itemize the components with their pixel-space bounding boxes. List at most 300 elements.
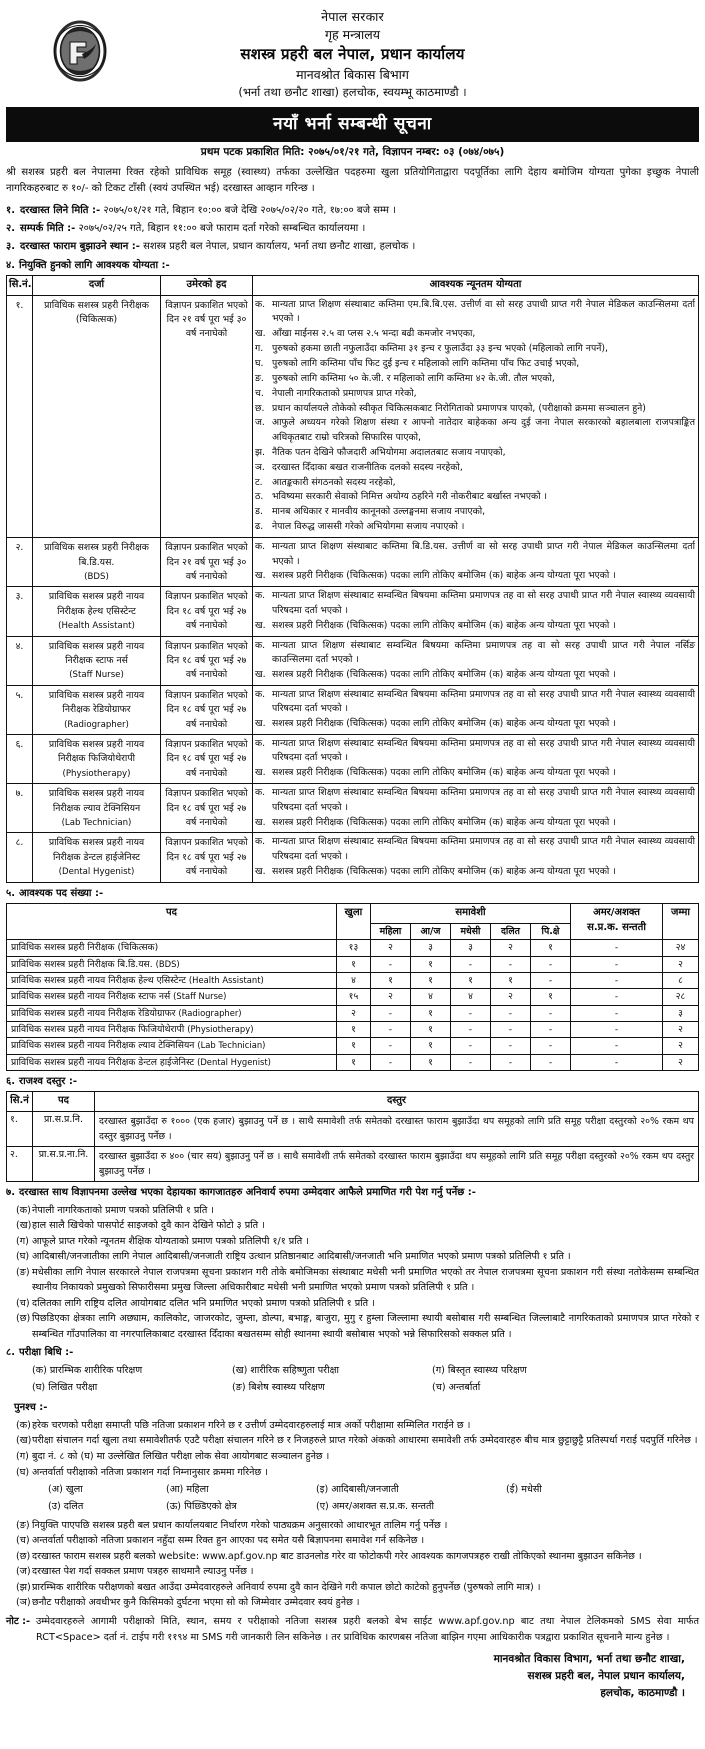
qual-requirement-item — [255, 766, 695, 780]
fee-serial: २. — [7, 1147, 33, 1182]
qual-item-label: ङ. — [255, 372, 264, 384]
seats-open: १ — [336, 1021, 370, 1037]
seats-madhesi: - — [450, 1054, 490, 1070]
qual-item-text: मान्यता प्राप्त शिक्षण संस्थाबाट सम्वन्धित बिषयमा कम्तिमा प्रमाणपत्र तह वा सो सरह उपाधी प्राप्त गरी नेपाल स्वास्थ्य व्यवसायी परिषदमा दर्ता भएको । — [272, 590, 695, 616]
seats-madhesi: - — [450, 1005, 490, 1021]
qual-age-limit: विज्ञापन प्रकाशित भएको दिन १८ वर्ष पूरा भई २७ वर्ष ननाघेको — [161, 833, 253, 882]
seats-row — [7, 989, 699, 1005]
post-name-np: प्राविधिक सशस्त्र प्रहरी नायव निरीक्षक फिजियोथेरापी — [48, 739, 145, 765]
list-item-text: प्रारम्भिक शारीरिक परीक्षणको बखत आउँदा उम्मेदवारहरुले अनिवार्य रुपमा दुवै कान देखिने गरी कपाल छोटो काटेको हुनुपर्नेछ (पुरुषको लागि मात्र) । — [32, 1581, 541, 1593]
seats-post-en: (Dental Hygenist) — [197, 1056, 271, 1067]
top-item-label: दरखास्त लिने मिति :- — [20, 204, 101, 216]
section-4-heading — [6, 259, 699, 274]
seats-post-np: प्राविधिक सशस्त्र प्रहरी नायव निरीक्षक ल्याव टेक्निसियन — [11, 1040, 198, 1052]
notice-title-bar: नयाँ भर्ना सम्बन्धी सूचना — [6, 107, 699, 143]
qual-age-limit: विज्ञापन प्रकाशित भएको दिन १८ वर्ष पूरा भई २७ वर्ष ननाघेको — [161, 735, 253, 784]
seats-aaja: ३ — [410, 940, 450, 956]
seats-open: १५ — [336, 989, 370, 1005]
postscript-item — [6, 1564, 699, 1580]
list-item-text: आफूले प्राप्त गरेको न्यूनतम शैक्षिक योग्यताको प्रमाण पत्रको प्रतिलिपी १/१ प्रति । — [32, 1235, 309, 1247]
qual-item-text: नेपाल विरुद्ध जाससी गरेको अभियोगमा सजाय नपाएको । — [272, 521, 465, 533]
post-name-en: (Physiotherapy) — [62, 768, 131, 779]
seats-post-name — [7, 956, 337, 972]
postscript-item — [6, 1418, 699, 1434]
document-item — [6, 1265, 699, 1296]
seats-col-madhesi: मधेसी — [450, 923, 490, 939]
seats-post-en: (Lab Technician) — [197, 1040, 266, 1051]
exam-method-item: (क) प्रारम्भिक शारीरिक परिक्षण — [32, 1364, 143, 1376]
seats-pikshe: - — [530, 956, 570, 972]
qual-serial: २. — [7, 538, 33, 587]
qual-item-label: ख. — [255, 816, 266, 828]
qual-item-label: ख. — [255, 865, 266, 877]
list-item-label: (ग) — [16, 1235, 29, 1247]
qual-serial: ३. — [7, 587, 33, 636]
qual-item-text: पुरुषको हकमा छाती नफुलाउँदा कम्तिमा ३१ इन्च र फुलाउँदा ३३ इन्च भएको (महिलाको लागि नपर्ने), — [272, 342, 608, 354]
qual-requirements — [253, 784, 699, 833]
seats-mahila: - — [370, 956, 410, 972]
col-qualification: आवश्यक न्यूनतम योग्यता — [253, 276, 699, 296]
list-item-text: हरेक चरणको परीक्षा समाप्ती पछि नतिजा प्रकाशन गरिने छ र उत्तीर्ण उम्मेदवारहरुलाई मात्र अर्को परीक्षामा सम्मिलित गराईने छ । — [32, 1419, 471, 1431]
qual-item-label: झ. — [255, 446, 265, 458]
qual-item-label: क. — [255, 836, 266, 848]
header-government: नेपाल सरकार — [321, 9, 384, 24]
list-item-text: मधेसीका लागि नेपाल सरकारले नेपाल राजपत्रमा सूचना प्रकाशन गरी तोके बमोजिमका संस्थाबाट मधेसी भनी प्रमाणित भएको तर नेपाल राजपत्रमा सूचना प्रकाशन गरी संस्था नतोकेसम्म सम्बन्धित स्थानीय निकायको प्रमुखको सिफारीसमा प्रमुख जिल्ला अधिकारीबाट मधेसी भनी प्रमाणित भएको प्रमाण पत्रको प्रतिलिपी १ प्रति । — [32, 1266, 699, 1294]
qual-post-name — [33, 538, 161, 587]
exam-method-item: (ख) शारीरिक सहिष्णुता परीक्षा — [232, 1364, 339, 1376]
list-item-label: (च) — [16, 1297, 30, 1309]
qual-item-text: मान्यता प्राप्त शिक्षण संस्थाबाट सम्वन्धित बिषयमा कम्तिमा प्रमाणपत्र तह वा सो सरह उपाधी प्राप्त गरी नेपाल स्वास्थ्य व्यवसायी परिषदमा दर्ता भएको । — [272, 688, 695, 715]
seats-dalit: - — [490, 1038, 530, 1054]
seats-mahila: - — [370, 1054, 410, 1070]
seats-martyr: - — [571, 956, 663, 972]
list-item-label: (छ) — [16, 1550, 31, 1562]
top-item — [6, 202, 699, 219]
qual-requirement-item — [255, 446, 695, 460]
qual-item-text: सशस्त्र प्रहरी निरीक्षक (चिकित्सक) पदका लागि तोकिए बमोजिम (क) बाहेक अन्य योग्यता पूरा भएको । — [272, 767, 616, 779]
seats-row — [7, 1038, 699, 1054]
seats-total: २४ — [663, 940, 699, 956]
priority-item: (ए) अमर/अशक्त स.प्र.क. सन्तती — [316, 1500, 434, 1512]
qual-item-label: ख. — [255, 327, 266, 339]
qual-age-limit: विज्ञापन प्रकाशित भएको दिन १८ वर्ष पूरा भई २७ वर्ष ननाघेको — [161, 636, 253, 685]
document-item — [6, 1296, 699, 1312]
list-item-text: छनौट परीक्षाको अवधीभर कुनै किसिमको दुर्घटना भएमा सो को जिम्मेवार उम्मेदवार स्वयं हुनेछ । — [32, 1597, 360, 1609]
fee-col-serial: सि.नं — [7, 1092, 33, 1112]
qual-requirement-item — [255, 402, 695, 416]
post-name-en: (Lab Technician) — [61, 818, 132, 829]
seats-pikshe: - — [530, 1021, 570, 1037]
seats-total: २८ — [663, 989, 699, 1005]
seats-aaja: १ — [410, 956, 450, 972]
seats-dalit: - — [490, 1005, 530, 1021]
postscript-list — [6, 1418, 699, 1480]
section-7-number: ७. — [6, 1187, 15, 1199]
qual-item-label: ज. — [255, 417, 265, 429]
postscript-item — [6, 1518, 699, 1534]
list-item-label: (ख) — [16, 1435, 32, 1447]
seats-row — [7, 972, 699, 988]
post-name-sub: (चिकित्सक) — [75, 314, 118, 326]
section-5-heading — [6, 887, 699, 902]
seats-open: १३ — [336, 940, 370, 956]
fee-amount-text: दरखास्त बुझाउँदा रु १००० (एक हजार) बुझाउनु पर्ने छ । साथै समावेशी तर्फ समेतको दरखास्त फाराम बुझाउँदा थप समूहको लागि प्रति समूह परीक्षा दस्तुरको २०% रकम थप दस्तुर बुझाउनु पर्नेछ । — [95, 1111, 699, 1146]
seats-total: २ — [663, 1021, 699, 1037]
top-items-list — [6, 202, 699, 255]
col-age: उमेरको हद — [161, 276, 253, 296]
qual-item-text: मान्यता प्राप्त शिक्षण संस्थाबाट कम्तिमा बि.डि.यस. उत्तीर्ण वा सो सरह उपाधी प्राप्त गरी नेपाल मेडिकल काउन्सिलमा दर्ता भएको । — [272, 541, 695, 567]
seats-pikshe: - — [530, 1054, 570, 1070]
section-5-text: आवश्यक पद संख्या :- — [19, 887, 104, 899]
note-text: उम्मेदवारहरुले आगामी परीक्षाको मिति, स्थान, समय र परीक्षाको नतिजा सशस्त्र प्रहरी बलको बेभ साईट www.apf.gov.np बाट तथा नेपाल टेलिकमको SMS सेवा मार्फत RCT<Space> दर्ता नं. टाईप गरी ११९४ मा SMS गरी जानकारी लिन सकिनेछ । तर प्राविधिक कारणबस नतिजा बाझिन गएमा आधिकारीक पत्रद्वारा प्रकाशित सूचनानै मान्य हुनेछ । — [36, 1615, 699, 1643]
qual-item-label: ग. — [255, 342, 264, 354]
seats-open: १ — [336, 1054, 370, 1070]
post-name-en: (Health Assistant) — [58, 621, 135, 632]
header-address: (भर्ना तथा छनौट शाखा) हलचोक, स्वयम्भू काठमाण्डौ । — [238, 85, 467, 100]
seats-post-np: प्राविधिक सशस्त्र प्रहरी नायव निरीक्षक डेन्टल हाईजेनिस्ट — [11, 1056, 198, 1068]
qual-requirements — [253, 295, 699, 538]
seats-dalit: - — [490, 1054, 530, 1070]
section-8-heading — [6, 1346, 699, 1361]
seats-post-name — [7, 1054, 337, 1070]
seats-dalit: २ — [490, 989, 530, 1005]
list-item-label: (क) — [16, 1204, 31, 1216]
section-4-text: नियुक्ति हुनको लागि आवश्यक योग्यता :- — [19, 259, 170, 271]
section-6-heading — [6, 1075, 699, 1090]
list-item-label: (ञ) — [16, 1597, 31, 1609]
signature-line: सशस्त्र प्रहरी बल, नेपाल प्रधान कार्यालय, — [527, 1670, 685, 1683]
seats-col-dalit: दलित — [490, 923, 530, 939]
seats-dalit: १ — [490, 972, 530, 988]
seats-total: २ — [663, 1054, 699, 1070]
table-header-row — [7, 276, 699, 296]
qual-item-text: आतङ्ककारी संगठनको सदस्य नरहेको, — [272, 476, 396, 488]
seats-post-name — [7, 1038, 337, 1054]
qual-requirements — [253, 833, 699, 882]
seats-post-en: (Health Assistant) — [188, 974, 264, 985]
top-item-text: २०७५/०१/२१ गते, बिहान १०:०० बजे देखि २०७५/०२/२० गते, १७:०० बजे सम्म । — [100, 204, 396, 216]
qual-item-text: मान्यता प्राप्त शिक्षण संस्थाबाट सम्वन्धित बिषयमा कम्तिमा प्रमाणपत्र तह वा सो सरह उपाधी प्राप्त गरी नेपाल स्वास्थ्य व्यवसायी परिषदमा दर्ता भएको । — [272, 836, 695, 862]
seats-mahila: - — [370, 1038, 410, 1054]
post-name-np: प्राविधिक सशस्त्र प्रहरी नायव निरीक्षक डेन्टल हाईजेनिस्ट — [48, 837, 145, 863]
qual-serial: ५. — [7, 685, 33, 734]
section-8-text: परीक्षा बिधि :- — [19, 1347, 74, 1359]
qual-item-label: ट. — [255, 476, 263, 488]
priority-item: (ई) मधेसी — [506, 1484, 542, 1496]
qual-item-text: मान्यता प्राप्त शिक्षण संस्थाबाट सम्वन्धित बिषयमा कम्तिमा प्रमाणपत्र तह वा सो सरह उपाधी प्राप्त गरी नेपाल स्वास्थ्य व्यवसायी परिषदमा दर्ता भएको । — [272, 787, 695, 813]
seats-total: २ — [663, 956, 699, 972]
list-item-text: दलितका लागि राष्ट्रिय दलित आयोगबाट दलित भनि प्रमाणित भएको प्रमाण पत्रको प्रतिलिपी १ प्रति । — [32, 1297, 375, 1309]
intro-paragraph: श्री सशस्त्र प्रहरी बल नेपालमा रिक्त रहेको प्राविधिक समूह (स्वास्थ्य) तर्फका उल्लेखित पदहरुमा खुला प्रतियोगिताद्वारा पदपूर्तिका लागि देहाय बमोजिम योग्यता पुगेका इच्छुक नेपाली नागरिकहरुबाट रु १०/- को टिकट टाँसी (स्वयं उपस्थित भई) दरखास्त आव्हान गरिन्छ । — [6, 166, 699, 194]
list-item-label: (ख) — [16, 1220, 32, 1232]
qual-item-label: ड. — [255, 506, 263, 518]
seats-post-np: प्राविधिक सशस्त्र प्रहरी नायव निरीक्षक फिजियोथेरापी — [11, 1023, 188, 1035]
fee-col-post: पद — [33, 1092, 95, 1112]
qual-item-text: पुरुषको लागि कम्तिमा ५० के.जी. र महिलाको लागि कम्तिमा ४२ के.जी. तौल भएको, — [272, 372, 555, 384]
priority-item: (अ) खुला — [48, 1484, 83, 1496]
qual-age-limit: विज्ञापन प्रकाशित भएको दिन २१ वर्ष पूरा भई ३० वर्ष ननाघेको — [161, 538, 253, 587]
seats-post-en: (BDS) — [155, 958, 180, 969]
list-item-text: बुदा नं. ८ को (घ) मा उल्लेखित लिखित परीक्षा लोक सेवा आयोगबाट सञ्चालन हुनेछ । — [32, 1451, 330, 1462]
seats-madhesi: - — [450, 956, 490, 972]
seats-mahila: २ — [370, 989, 410, 1005]
seats-col-post: पद — [7, 904, 337, 940]
qual-requirements — [253, 636, 699, 685]
seats-madhesi: ४ — [450, 989, 490, 1005]
required-documents-list — [6, 1203, 699, 1343]
postscript-item — [6, 1433, 699, 1449]
qual-requirement-item — [255, 835, 695, 864]
priority-item — [506, 1499, 699, 1516]
priority-order-grid — [6, 1482, 699, 1516]
seats-post-name — [7, 989, 337, 1005]
qual-requirement-item — [255, 688, 695, 717]
qual-post-name — [33, 735, 161, 784]
seats-total: ३ — [663, 1005, 699, 1021]
seats-aaja: १ — [410, 1038, 450, 1054]
seats-mahila: - — [370, 1005, 410, 1021]
list-item-label: (च) — [16, 1535, 30, 1547]
seats-martyr: - — [571, 989, 663, 1005]
seats-post-name — [7, 1021, 337, 1037]
qual-item-label: ख. — [255, 718, 266, 730]
qual-requirement-item — [255, 327, 695, 341]
qual-item-text: सशस्त्र प्रहरी निरीक्षक (चिकित्सक) पदका लागि तोकिए बमोजिम (क) बाहेक अन्य योग्यता पूरा भएको । — [272, 718, 616, 730]
fee-serial: १. — [7, 1111, 33, 1146]
post-name-en: (Dental Hygenist) — [58, 867, 135, 878]
seats-post-np: प्राविधिक सशस्त्र प्रहरी नायव निरीक्षक रेडियोग्राफर — [11, 1007, 179, 1019]
qual-age-limit: विज्ञापन प्रकाशित भएको दिन १८ वर्ष पूरा भई २७ वर्ष ननाघेको — [161, 685, 253, 734]
seats-madhesi: - — [450, 1038, 490, 1054]
qual-requirement-item — [255, 737, 695, 766]
seats-post-np: प्राविधिक सशस्त्र प्रहरी नायव निरीक्षक हेल्थ एसिस्टेन्ट — [11, 974, 189, 986]
seats-pikshe: - — [530, 1038, 570, 1054]
seats-dalit: - — [490, 956, 530, 972]
qual-requirement-item — [255, 490, 695, 504]
fee-post: प्रा.स.प्र.नि. — [33, 1111, 95, 1146]
list-item-label: (छ) — [16, 1313, 31, 1325]
qual-item-text: भविष्यमा सरकारी सेवाको निमित्त अयोग्य ठहरिने गरी नोकरीबाट बर्खास्त नभएको । — [272, 491, 548, 503]
seats-row — [7, 1005, 699, 1021]
post-name-en: (Staff Nurse) — [69, 670, 124, 681]
qual-requirement-item — [255, 865, 695, 879]
seats-madhesi: - — [450, 1021, 490, 1037]
seats-post-np: प्राविधिक सशस्त्र प्रहरी निरीक्षक बि.डि.यस. — [11, 958, 156, 970]
seats-aaja: १ — [410, 972, 450, 988]
qual-age-limit: विज्ञापन प्रकाशित भएको दिन १८ वर्ष पूरा भई २७ वर्ष ननाघेको — [161, 587, 253, 636]
list-item-label: (ग) — [16, 1451, 29, 1462]
seats-post-en: (Staff Nurse) — [173, 991, 227, 1002]
seats-col-pikshe: पि.क्षे — [530, 923, 570, 939]
qual-item-label: च. — [255, 387, 264, 399]
qualification-row — [7, 833, 699, 882]
section-7-text: दरखास्त साथ विज्ञापनमा उल्लेख भएका देहायका कागजातहरु अनिवार्य रुपमा उम्मेदवार आफैले प्रमाणित गरी पेश गर्नु पर्नेछ :- — [19, 1187, 476, 1199]
top-item — [6, 238, 699, 255]
qual-item-label: क. — [255, 590, 266, 602]
document-item — [6, 1218, 699, 1234]
section-6-text: राजश्व दस्तुर :- — [19, 1075, 78, 1087]
seats-col-open: खुला — [336, 904, 370, 940]
seats-open: २ — [336, 1005, 370, 1021]
seats-col-mahila: महिला — [370, 923, 410, 939]
qual-item-label: ख. — [255, 668, 266, 680]
qual-item-label: क. — [255, 298, 266, 310]
exam-methods-grid — [6, 1363, 699, 1397]
qual-requirement-item — [255, 387, 695, 401]
seats-pikshe: - — [530, 1005, 570, 1021]
seats-madhesi: १ — [450, 972, 490, 988]
list-item-text: हाल सालै खिचेको पासपोर्ट साइजको दुवै कान देखिने फोटो ३ प्रति । — [32, 1220, 265, 1232]
seats-mahila: - — [370, 1021, 410, 1037]
seats-martyr: - — [571, 1021, 663, 1037]
qual-item-label: ढ. — [255, 521, 264, 533]
qual-item-text: आफुले अध्ययन गरेको शिक्षण संस्था र आफ्नो नातेदार बाहेकका अन्य दुई जना नेपाल सरकारको बहालबाला राजपत्राङ्कित अधिकृतबाट राम्रो चरित्रको सिफारिस पाएको, — [272, 417, 695, 443]
qual-requirement-item — [255, 372, 695, 386]
qual-post-name — [33, 587, 161, 636]
seats-post-name — [7, 940, 337, 956]
seats-total: ८ — [663, 972, 699, 988]
post-name-np: प्राविधिक सशस्त्र प्रहरी नायव निरीक्षक ल्याव टेक्निसियन — [48, 788, 145, 814]
seats-row — [7, 940, 699, 956]
post-name-np: प्राविधिक सशस्त्र प्रहरी नायव निरीक्षक हेल्थ एसिस्टेन्ट — [48, 591, 145, 617]
seats-row — [7, 956, 699, 972]
top-item-number: १. — [6, 204, 15, 216]
col-post: दर्जा — [33, 276, 161, 296]
qual-requirement-item — [255, 540, 695, 569]
seats-post-name — [7, 1005, 337, 1021]
qual-item-text: सशस्त्र प्रहरी निरीक्षक (चिकित्सक) पदका लागि तोकिए बमोजिम (क) बाहेक अन्य योग्यता पूरा भएको । — [272, 570, 616, 582]
qual-item-label: क. — [255, 541, 266, 553]
qual-item-text: सशस्त्र प्रहरी निरीक्षक (चिकित्सक) पदका लागि तोकिए बमोजिम (क) बाहेक अन्य योग्यता पूरा भएको । — [272, 668, 616, 680]
qual-serial: १. — [7, 295, 33, 538]
qual-item-label: घ. — [255, 357, 264, 369]
qual-item-text: सशस्त्र प्रहरी निरीक्षक (चिकित्सक) पदका लागि तोकिए बमोजिम (क) बाहेक अन्य योग्यता पूरा भएको । — [272, 619, 616, 631]
qual-item-text: सशस्त्र प्रहरी निरीक्षक (चिकित्सक) पदका लागि तोकिए बमोजिम (क) बाहेक अन्य योग्यता पूरा भएको । — [272, 865, 616, 877]
qual-requirement-item — [255, 668, 695, 682]
exam-method-item: (ग) बिस्तृत स्वास्थ्य परिक्षण — [432, 1364, 527, 1376]
top-item-number: ३. — [6, 240, 15, 252]
section-4-number: ४. — [6, 259, 15, 271]
qual-requirement-item — [255, 816, 695, 830]
qual-requirement-item — [255, 416, 695, 445]
qual-item-text: दरखास्त दिँदाका बखत राजनीतिक दलको सदस्य नरहेको, — [272, 461, 463, 473]
qual-item-label: छ. — [255, 402, 265, 414]
qual-requirements — [253, 735, 699, 784]
nepal-emblem-icon — [52, 20, 108, 82]
top-item — [6, 220, 699, 237]
signature-line: मानवश्रोत विकास विभाग, भर्ना तथा छनौट शाखा, — [493, 1653, 685, 1666]
header-department: मानवश्रोत बिकास बिभाग — [296, 67, 409, 82]
seats-madhesi: ३ — [450, 940, 490, 956]
qual-item-text: सशस्त्र प्रहरी निरीक्षक (चिकित्सक) पदका लागि तोकिए बमोजिम (क) बाहेक अन्य योग्यता पूरा भएको । — [272, 816, 616, 828]
qual-requirement-item — [255, 717, 695, 731]
top-item-label: दरखास्त फाराम बुझाउने स्थान :- — [20, 240, 140, 252]
qualification-row — [7, 538, 699, 587]
list-item-label: (झ) — [16, 1581, 31, 1593]
seats-post-np: प्राविधिक सशस्त्र प्रहरी नायव निरीक्षक स्टाफ नर्स — [11, 991, 174, 1003]
header-organization: सशस्त्र प्रहरी बल नेपाल, प्रधान कार्यालय — [240, 45, 465, 64]
document-item — [6, 1234, 699, 1250]
qual-requirement-item — [255, 505, 695, 519]
post-name-en: (Radiographer) — [64, 719, 129, 730]
qualification-row — [7, 587, 699, 636]
qual-item-label: क. — [255, 639, 266, 651]
list-item-text: अन्तर्वार्ता परीक्षाको नतिजा प्रकाशन गर्दा निम्नानुसार क्रममा गरिनेछ । — [32, 1466, 268, 1478]
signature-line: हलचोक, काठमाण्डौ । — [600, 1686, 685, 1699]
seats-open: १ — [336, 956, 370, 972]
qual-item-text: मान्यता प्राप्त शिक्षण संस्थाबाट सम्वन्धित बिषयमा कम्तिमा प्रमाणपत्र तह वा सो सरह उपाधी प्राप्त गरी नेपाल नर्सिङ काउन्सिलमा दर्ता भएको । — [272, 639, 695, 665]
post-name-np: प्राविधिक सशस्त्र प्रहरी नायव निरीक्षक स्टाफ नर्स — [48, 640, 145, 666]
priority-item: (इ) आदिबासी/जनजाती — [316, 1484, 399, 1496]
qual-requirement-item — [255, 461, 695, 475]
seats-pikshe: - — [530, 972, 570, 988]
qual-item-label: ख. — [255, 767, 266, 779]
seats-col-martyr-line1: अमर/अशक्त — [593, 907, 640, 919]
post-name-np: प्राविधिक सशस्त्र प्रहरी नायव निरीक्षक रेडियोग्राफर — [48, 689, 145, 716]
exam-method-item: (च) अन्तर्बार्ता — [432, 1381, 481, 1393]
document-item — [6, 1249, 699, 1265]
fee-header-row — [7, 1092, 699, 1112]
postscript-item — [6, 1549, 699, 1565]
qual-item-label: ख. — [255, 619, 266, 631]
qual-requirement-item — [255, 639, 695, 668]
header-ministry: गृह मन्त्रालय — [324, 27, 381, 43]
seats-table — [6, 903, 699, 1071]
qual-item-label: ख. — [255, 570, 266, 582]
seats-post-en: (Radiographer) — [178, 1007, 242, 1018]
qual-item-label: क. — [255, 787, 266, 799]
fee-table — [6, 1091, 699, 1182]
qual-requirement-item — [255, 476, 695, 490]
note-label: नोट :- — [6, 1615, 31, 1627]
section-5-number: ५. — [6, 887, 15, 899]
qual-serial: ६. — [7, 735, 33, 784]
section-6-number: ६. — [6, 1075, 15, 1087]
qual-requirement-item — [255, 342, 695, 356]
qual-requirement-item — [255, 357, 695, 371]
list-item-label: (ज) — [16, 1566, 31, 1578]
list-item-text: परीक्षा संचालन गर्दा खुला तथा समावेशीतर्फ एउटै परीक्षा संचालन गरिने छ र निजहरुले प्राप्त गरेको अंकको आधारमा समावेशी तर्फ उम्मेदवारहरु बीच मात्र छुट्टाछुट्टै प्रतिस्पर्धा गराई पदपुर्ति गरिनेछ । — [32, 1435, 698, 1447]
post-name-np: प्राविधिक सशस्त्र प्रहरी निरीक्षक बि.डि.यस. — [44, 542, 149, 568]
seats-martyr: - — [571, 1005, 663, 1021]
list-item-label: (घ) — [16, 1251, 30, 1263]
postscript-item — [6, 1533, 699, 1549]
seats-row — [7, 1054, 699, 1070]
qual-requirement-item — [255, 589, 695, 618]
exam-method-item: (ङ) बिशेष स्वास्थ्य परिक्षण — [232, 1381, 325, 1393]
seats-row — [7, 1021, 699, 1037]
exam-method-item: (घ) लिखित परीक्षा — [32, 1381, 98, 1393]
postscript-item — [6, 1580, 699, 1596]
publication-date-line: प्रथम पटक प्रकाशित मिति: २०७५/०१/२१ गते, विज्ञापन नम्बर: ०३ (०७४/०७५) — [200, 146, 505, 159]
fee-col-fee: दस्तुर — [95, 1092, 699, 1112]
qual-item-label: क. — [255, 738, 266, 750]
qual-item-text: प्रधान कार्यालयले तोकेको स्वीकृत चिकित्सकबाट निरोगिताको प्रमाणपत्र पाएको, (परीक्षाको क्रममा सञ्चालन हुने) — [272, 402, 646, 414]
document-item — [6, 1203, 699, 1219]
qual-requirements — [253, 587, 699, 636]
qual-requirements — [253, 538, 699, 587]
seats-col-martyr-line2: स.प्र.क. सन्तती — [587, 921, 646, 933]
seats-martyr: - — [571, 1038, 663, 1054]
seats-total: २ — [663, 1038, 699, 1054]
top-item-label: सम्पर्क मिति :- — [20, 222, 76, 234]
list-item-label: (ङ) — [16, 1519, 30, 1531]
seats-aaja: ४ — [410, 989, 450, 1005]
post-name-en: (BDS) — [84, 571, 109, 582]
section-7-heading — [6, 1186, 699, 1201]
postscript-heading: पुनश्च :- — [14, 1402, 48, 1414]
qual-serial: ८. — [7, 833, 33, 882]
